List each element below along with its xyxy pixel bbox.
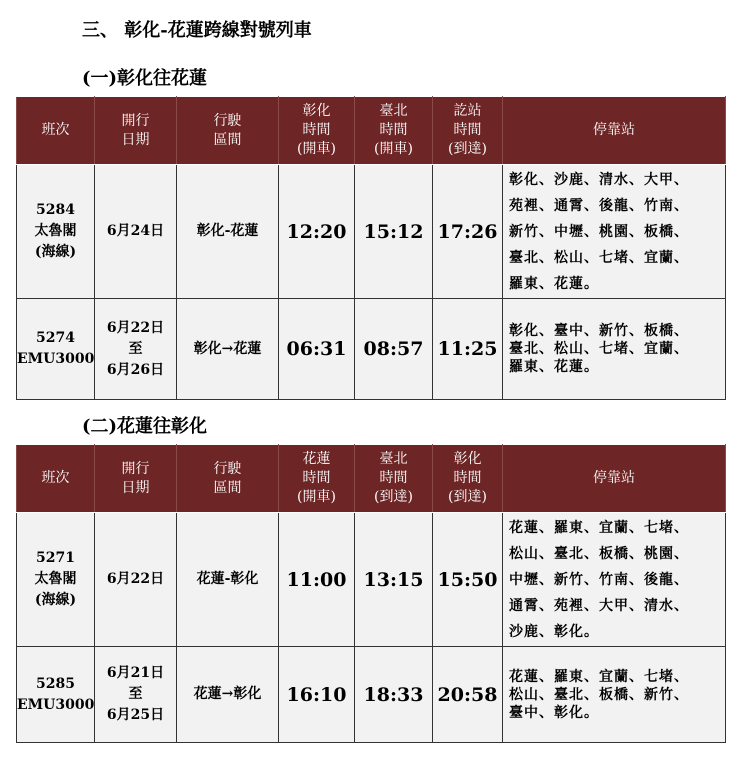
timetable-changhua-to-hualien: [16, 96, 726, 400]
train-no-cell: 5274 EMU3000: [17, 299, 95, 400]
header-stops: 停靠站: [503, 97, 726, 165]
arrival-time-cell: 17:26: [433, 165, 503, 299]
header-changhua-time: 彰化 時間 (開車): [279, 97, 355, 165]
section-title-changhua-to-hualien: (一)彰化往花蓮: [82, 68, 208, 89]
train-no-cell: 5271 太魯閣 (海線): [17, 513, 95, 647]
taipei-time-cell: 18:33: [355, 647, 433, 743]
table-row: [17, 299, 726, 400]
table-header-row: [17, 445, 726, 513]
route-cell: 花蓮→彰化: [177, 647, 279, 743]
table-row: [17, 647, 726, 743]
header-operating-date: 開行 日期: [95, 97, 177, 165]
date-cell: 6月22日: [95, 513, 177, 647]
date-cell: 6月22日 至 6月26日: [95, 299, 177, 400]
taipei-time-cell: 08:57: [355, 299, 433, 400]
taipei-time-cell: 13:15: [355, 513, 433, 647]
route-cell: 花蓮-彰化: [177, 513, 279, 647]
timetable-hualien-to-changhua: [16, 444, 726, 743]
departure-time-cell: 16:10: [279, 647, 355, 743]
table-row: [17, 513, 726, 647]
arrival-time-cell: 20:58: [433, 647, 503, 743]
header-route: 行駛 區間: [177, 445, 279, 513]
departure-time-cell: 11:00: [279, 513, 355, 647]
header-route: 行駛 區間: [177, 97, 279, 165]
section-title-hualien-to-changhua: (二)花蓮往彰化: [82, 416, 208, 437]
header-taipei-time: 臺北 時間 (到達): [355, 445, 433, 513]
stops-cell: 彰化、沙鹿、清水、大甲、 苑裡、通霄、後龍、竹南、 新竹、中壢、桃園、板橋、 臺北、松山、七堵、宜蘭、 羅東、花蓮。: [503, 165, 726, 299]
train-no-cell: 5284 太魯閣 (海線): [17, 165, 95, 299]
arrival-time-cell: 11:25: [433, 299, 503, 400]
train-no-cell: 5285 EMU3000: [17, 647, 95, 743]
taipei-time-cell: 15:12: [355, 165, 433, 299]
departure-time-cell: 06:31: [279, 299, 355, 400]
header-changhua-time: 彰化 時間 (到達): [433, 445, 503, 513]
stops-cell: 花蓮、羅東、宜蘭、七堵、 松山、臺北、板橋、桃園、 中壢、新竹、竹南、後龍、 通霄、苑裡、大甲、清水、 沙鹿、彰化。: [503, 513, 726, 647]
date-cell: 6月24日: [95, 165, 177, 299]
header-operating-date: 開行 日期: [95, 445, 177, 513]
date-cell: 6月21日 至 6月25日: [95, 647, 177, 743]
header-hualien-time: 花蓮 時間 (開車): [279, 445, 355, 513]
route-cell: 彰化-花蓮: [177, 165, 279, 299]
departure-time-cell: 12:20: [279, 165, 355, 299]
header-train-no: 班次: [17, 97, 95, 165]
table-header-row: [17, 97, 726, 165]
header-stops: 停靠站: [503, 445, 726, 513]
header-destination-time: 訖站 時間 (到達): [433, 97, 503, 165]
stops-cell: 彰化、臺中、新竹、板橋、 臺北、松山、七堵、宜蘭、 羅東、花蓮。: [503, 299, 726, 400]
header-train-no: 班次: [17, 445, 95, 513]
header-taipei-time: 臺北 時間 (開車): [355, 97, 433, 165]
stops-cell: 花蓮、羅東、宜蘭、七堵、 松山、臺北、板橋、新竹、 臺中、彰化。: [503, 647, 726, 743]
page-title: 三、 彰化-花蓮跨線對號列車: [82, 20, 312, 41]
table-row: [17, 165, 726, 299]
arrival-time-cell: 15:50: [433, 513, 503, 647]
route-cell: 彰化→花蓮: [177, 299, 279, 400]
